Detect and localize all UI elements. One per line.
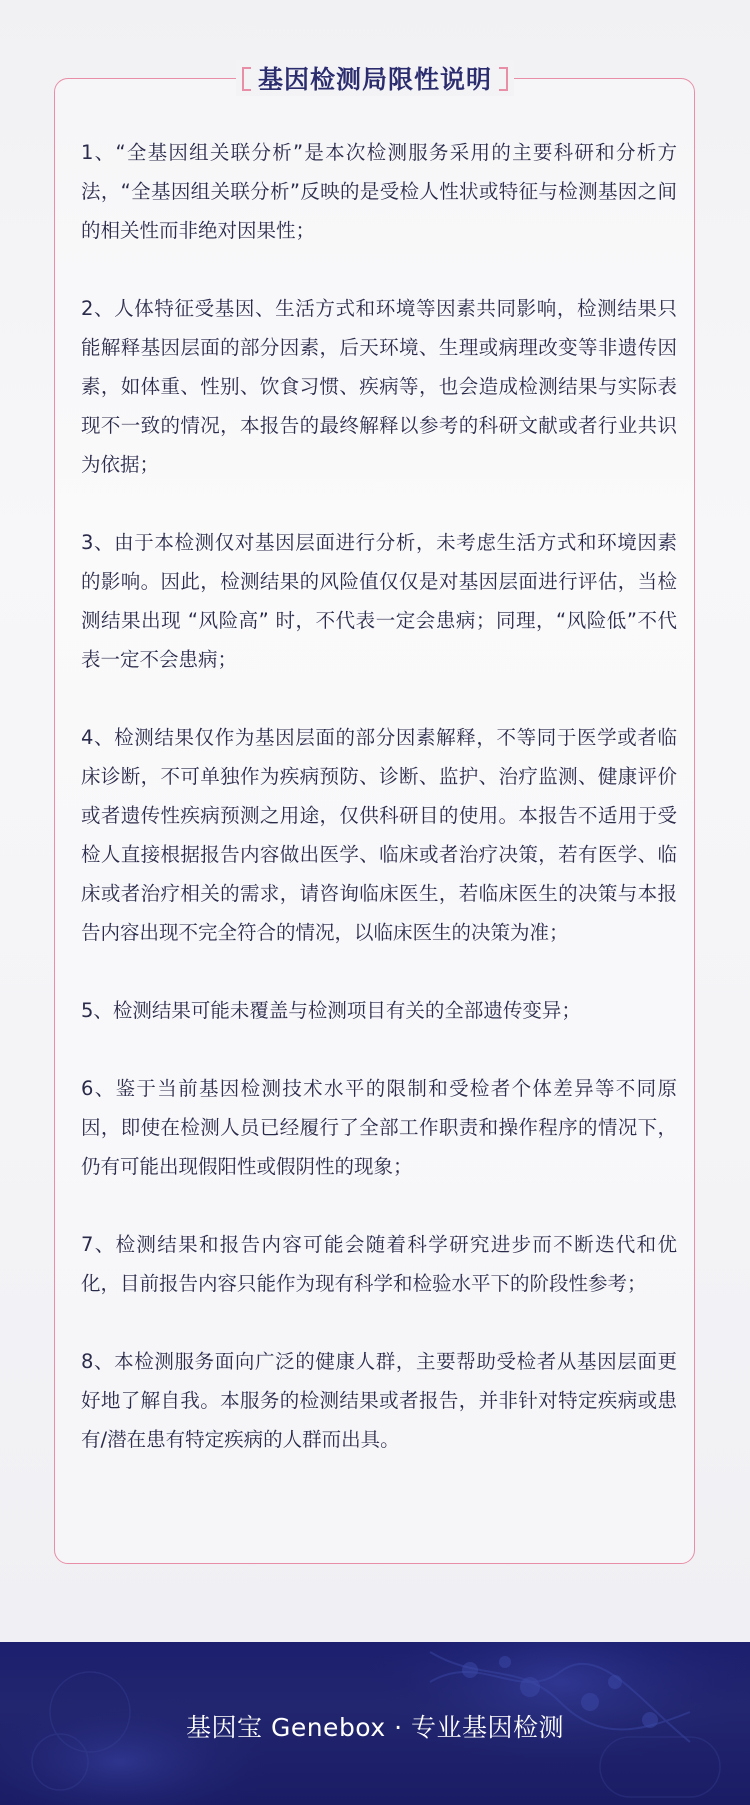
title-box bbox=[236, 60, 514, 96]
limitation-item-6: 6、鉴于当前基因检测技术水平的限制和受检者个体差异等不同原因，即使在检测人员已经履行了全部工作职责和操作程序的情况下，仍有可能出现假阳性或假阴性的现象； bbox=[81, 1077, 677, 1178]
limitation-item-7: 7、检测结果和报告内容可能会随着科学研究进步而不断迭代和优化，目前报告内容只能作为现有科学和检验水平下的阶段性参考； bbox=[81, 1233, 677, 1295]
footer-banner bbox=[0, 1642, 750, 1805]
limitation-item-1: 1、“全基因组关联分析”是本次检测服务采用的主要科研和分析方法，“全基因组关联分析”反映的是受检人性状或特征与检测基因之间的相关性而非绝对因果性； bbox=[81, 141, 677, 242]
left-bracket-icon bbox=[242, 67, 251, 91]
limitation-item-8: 8、本检测服务面向广泛的健康人群，主要帮助受检者从基因层面更好地了解自我。本服务的检测结果或者报告，并非针对特定疾病或患有/潜在患有特定疾病的人群而出具。 bbox=[81, 1350, 677, 1451]
page-title: 基因检测局限性说明 bbox=[257, 65, 492, 94]
limitations-list bbox=[81, 133, 677, 1498]
limitation-item-3: 3、由于本检测仅对基因层面进行分析，未考虑生活方式和环境因素的影响。因此，检测结果的风险值仅仅是对基因层面进行评估，当检测结果出现 “风险高” 时，不代表一定会患病；同理，“风险低”不代表一定不会患病； bbox=[81, 531, 677, 671]
limitation-item-5: 5、检测结果可能未覆盖与检测项目有关的全部遗传变异； bbox=[81, 999, 581, 1022]
footer-brand-text: 基因宝 Genebox · 专业基因检测 bbox=[186, 1713, 564, 1742]
right-bracket-icon bbox=[499, 67, 508, 91]
limitation-item-2: 2、人体特征受基因、生活方式和环境等因素共同影响，检测结果只能解释基因层面的部分因素，后天环境、生理或病理改变等非遗传因素，如体重、性别、饮食习惯、疾病等，也会造成检测结果与实际表现不一致的情况，本报告的最终解释以参考的科研文献或者行业共识为依据； bbox=[81, 297, 677, 476]
limitation-item-4: 4、检测结果仅作为基因层面的部分因素解释，不等同于医学或者临床诊断，不可单独作为疾病预防、诊断、监护、治疗监测、健康评价或者遗传性疾病预测之用途，仅供科研目的使用。本报告不适用于受检人直接根据报告内容做出医学、临床或者治疗决策，若有医学、临床或者治疗相关的需求，请咨询临床医生，若临床医生的决策与本报告内容出现不完全符合的情况，以临床医生的决策为准； bbox=[81, 726, 677, 944]
title-banner bbox=[0, 60, 750, 96]
